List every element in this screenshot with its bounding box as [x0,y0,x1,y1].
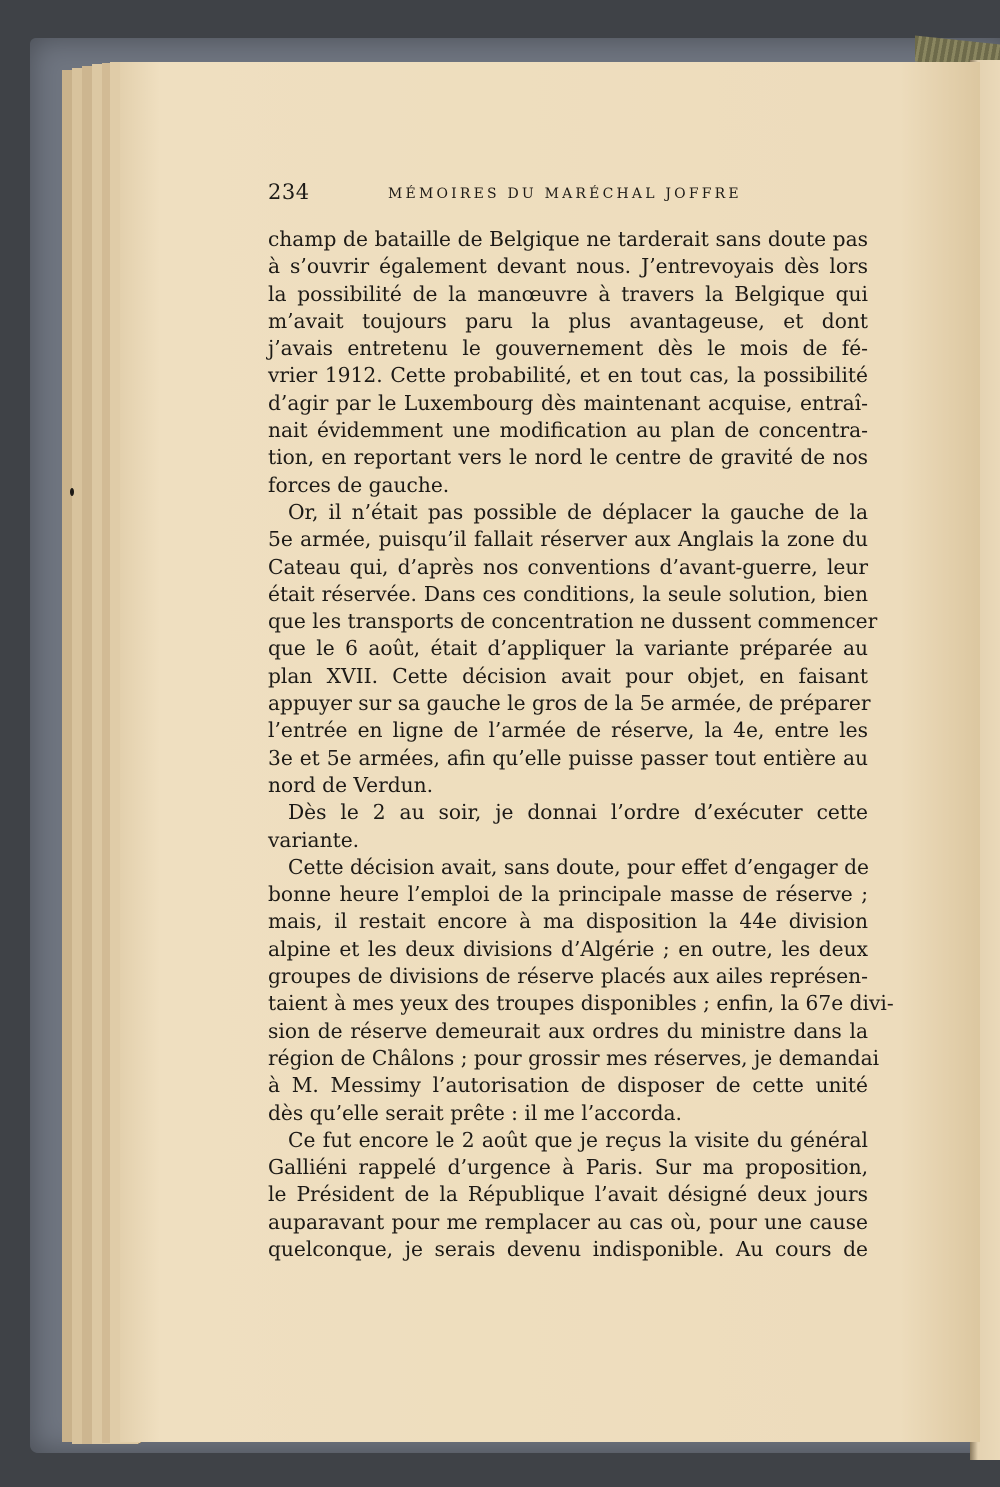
text-line: quelconque, je serais devenu indisponible. Au cours de [268,1236,868,1261]
text-line: mais, il restait encore à ma disposition la 44e division [268,909,868,934]
text-line: dès qu’elle serait prête : il me l’accorda. [268,1100,682,1125]
text-line: que les transports de concentration ne dussent commencer [268,609,878,634]
text-line: plan XVII. Cette décision avait pour objet, en faisant [268,663,868,688]
text-line: 3e et 5e armées, afin qu’elle puisse passer tout entière au [268,745,868,770]
text-line: nord de Verdun. [268,772,434,797]
text-line: Ce fut encore le 2 août que je reçus la visite du général [288,1127,868,1152]
text-line: appuyer sur sa gauche le gros de la 5e armée, de préparer [268,691,871,716]
text-line: vrier 1912. Cette probabilité, et en tout cas, la possibilité [268,363,868,388]
text-line: Cateau qui, d’après nos conventions d’avant-guerre, leur [268,554,868,579]
text-line: j’avais entretenu le gouvernement dès le mois de fé- [268,336,868,361]
text-line: le Président de la République l’avait désigné deux jours [268,1182,868,1207]
text-line: Galliéni rappelé d’urgence à Paris. Sur ma proposition, [268,1155,868,1180]
body-text [268,226,894,1263]
text-line: nait évidemment une modification au plan de concentra- [268,418,868,443]
page-number: 234 [268,180,310,204]
text-line: tion, en reportant vers le nord le centre de gravité de nos [268,445,868,470]
text-line: d’agir par le Luxembourg dès maintenant acquise, entraî- [268,390,868,415]
text-line: sion de réserve demeurait aux ordres du ministre dans la [268,1018,868,1043]
text-line: Cette décision avait, sans doute, pour effet d’engager de [288,854,869,879]
text-line: bonne heure l’emploi de la principale masse de réserve ; [268,882,868,907]
running-head [268,180,868,210]
text-line: champ de bataille de Belgique ne tarderait sans doute pas [268,227,868,251]
text-line: à s’ouvrir également devant nous. J’entrevoyais dès lors [268,254,868,279]
text-line: région de Châlons ; pour grossir mes réserves, je demandai [268,1045,880,1070]
text-line: m’avait toujours paru la plus avantageuse, et dont [268,308,868,333]
text-line: était réservée. Dans ces conditions, la seule solution, bien [268,581,868,606]
text-line: variante. [268,827,360,852]
text-line: Or, il n’était pas possible de déplacer la gauche de la [288,499,868,524]
text-line: 5e armée, puisqu’il fallait réserver aux Anglais la zone du [268,527,868,552]
text-line: auparavant pour me remplacer au cas où, pour une cause [268,1209,868,1234]
text-line: groupes de divisions de réserve placés aux ailes représen- [268,964,868,989]
text-line: Dès le 2 au soir, je donnai l’ordre d’exécuter cette [288,800,868,825]
running-title: MÉMOIRES DU MARÉCHAL JOFFRE [388,186,742,202]
text-line: forces de gauche. [268,472,450,497]
text-line: que le 6 août, était d’appliquer la variante préparée au [268,636,868,661]
ink-mark [70,488,74,496]
text-line: la possibilité de la manœuvre à travers la Belgique qui [268,281,868,306]
text-line: taient à mes yeux des troupes disponibles ; enfin, la 67e divi- [268,991,894,1016]
text-line: l’entrée en ligne de l’armée de réserve, la 4e, entre les [268,718,868,743]
text-line: à M. Messimy l’autorisation de disposer de cette unité [268,1073,868,1098]
text-line: alpine et les deux divisions d’Algérie ; en outre, les deux [268,936,868,961]
